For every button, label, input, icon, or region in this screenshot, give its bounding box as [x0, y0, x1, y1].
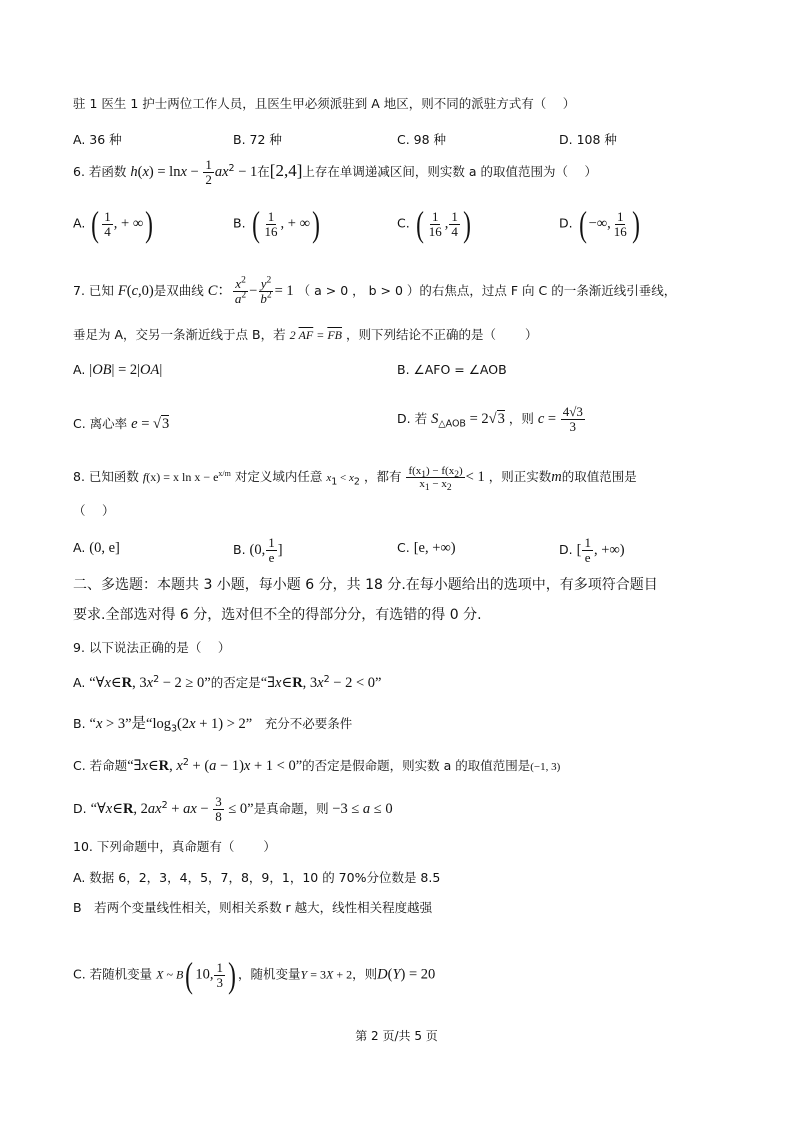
q5-option-a: A. 36 种: [73, 132, 122, 147]
q8-option-b: B. (0, $\frac{1}{e}$ ]: [233, 535, 283, 565]
q5-option-d: D. 108 种: [559, 132, 617, 147]
q10-stem: 10. 下列命题中，真命题有（ ）: [73, 839, 276, 854]
q9-option-b: B. “x > 3”是“$\log_3(2x + 1) > 2$” 充分不必要条件: [73, 716, 353, 735]
q7-option-a: A. |OB| = 2|OA|: [73, 362, 163, 378]
q8-paren: （ ）: [73, 503, 115, 518]
q9-option-a: A. “∀x∈R, $3x^2 - 2 \ge 0$”的否定是“∃x∈R, $3x^2 - 2 < 0$”: [73, 673, 382, 691]
q6-option-b: B. ( $\frac{1}{16}$ , + ∞): [233, 204, 320, 244]
q8-option-c: C. [e, +∞): [397, 540, 456, 556]
page-footer: 第 2 页/共 5 页: [355, 1029, 438, 1043]
q7-option-b: B. ∠AFO = ∠AOB: [397, 362, 507, 377]
q8-stem-line1: 8. 已知函数 f(x) = x $\ln x - e^{x/m}$ 对定义域内任意 $x_1 < x_2$ ，都有 $\frac{f(x_1) - f(x_2)}{x_1 - x_2}$ < 1 ，则正实数m的取值范围是: [73, 465, 637, 494]
q5-option-b: B. 72 种: [233, 132, 282, 147]
section2-line1: 二、多选题：本题共 3 小题，每小题 6 分，共 18 分.在每小题给出的选项中，有多项符合题目: [73, 577, 658, 593]
q6-option-c: C. ( $\frac{1}{16}$ , $\frac{1}{4}$ ): [397, 204, 471, 244]
q10-option-c: C. 若随机变量 X ~ B( 10, $\frac{1}{3}$ ) ，随机变量Y = 3X + 2，则D(Y) = 20: [73, 955, 436, 995]
q6-stem: 6. 若函数 h(x) = lnx − $\frac{1}{2}$ $ax^2 - 1$在[2,4]上存在单调递减区间，则实数 a 的取值范围为（ ）: [73, 157, 597, 187]
q6-option-d: D. ( −∞, $\frac{1}{16}$ ): [559, 204, 640, 244]
section2-line2: 要求.全部选对得 6 分，选对但不全的得部分分，有选错的得 0 分.: [73, 607, 482, 623]
q5-stem: 驻 1 医生 1 护士两位工作人员，且医生甲必须派驻到 A 地区，则不同的派驻方式有（ ）: [73, 96, 576, 111]
q10-option-b: B 若两个变量线性相关，则相关系数 r 越大，线性相关程度越强: [73, 900, 433, 915]
q7-option-d: D. 若 $S_{\triangle AOB} = 2√3$ ，则 c = $\frac{4√3}{3}$: [397, 404, 583, 434]
q9-stem: 9. 以下说法正确的是（ ）: [73, 640, 231, 655]
q9-option-c: C. 若命题“∃x∈R, $x^2 + (a - 1)x + 1 < 0$”的否定是假命题，则实数 a 的取值范围是(−1, 3): [73, 756, 561, 774]
q8-option-d: D. [ $\frac{1}{e}$ , +∞): [559, 535, 625, 565]
q7-stem-line2: 垂足为 A，交另一条渐近线于点 B，若 2 $\overline{AF} = \overline{FB}$ ，则下列结论不正确的是（ ）: [73, 327, 538, 342]
q10-option-a: A. 数据 6，2，3，4，5，7，8，9，1，10 的 70%分位数是 8.5: [73, 870, 441, 885]
q5-option-c: C. 98 种: [397, 132, 447, 147]
q6-option-a: A. ( $\frac{1}{4}$ , + ∞): [73, 204, 154, 244]
q7-option-c: C. 离心率 e = √3: [73, 416, 170, 432]
q9-option-d: D. “∀x∈R, $2ax^2$ + ax − $\frac{3}{8}$ ≤ 0”是真命题，则 −3 ≤ a ≤ 0: [73, 794, 393, 824]
q7-stem-line1: 7. 已知 F(c,0)是双曲线 C： $\frac{x^2}{a^2}$ − $\frac{y^2}{b^2}$ = 1 （ a > 0 ， b > 0 ）的右焦点，过点 F 向 C 的一条渐近线引垂线，: [73, 275, 677, 306]
q8-option-a: A. (0, e]: [73, 540, 120, 556]
